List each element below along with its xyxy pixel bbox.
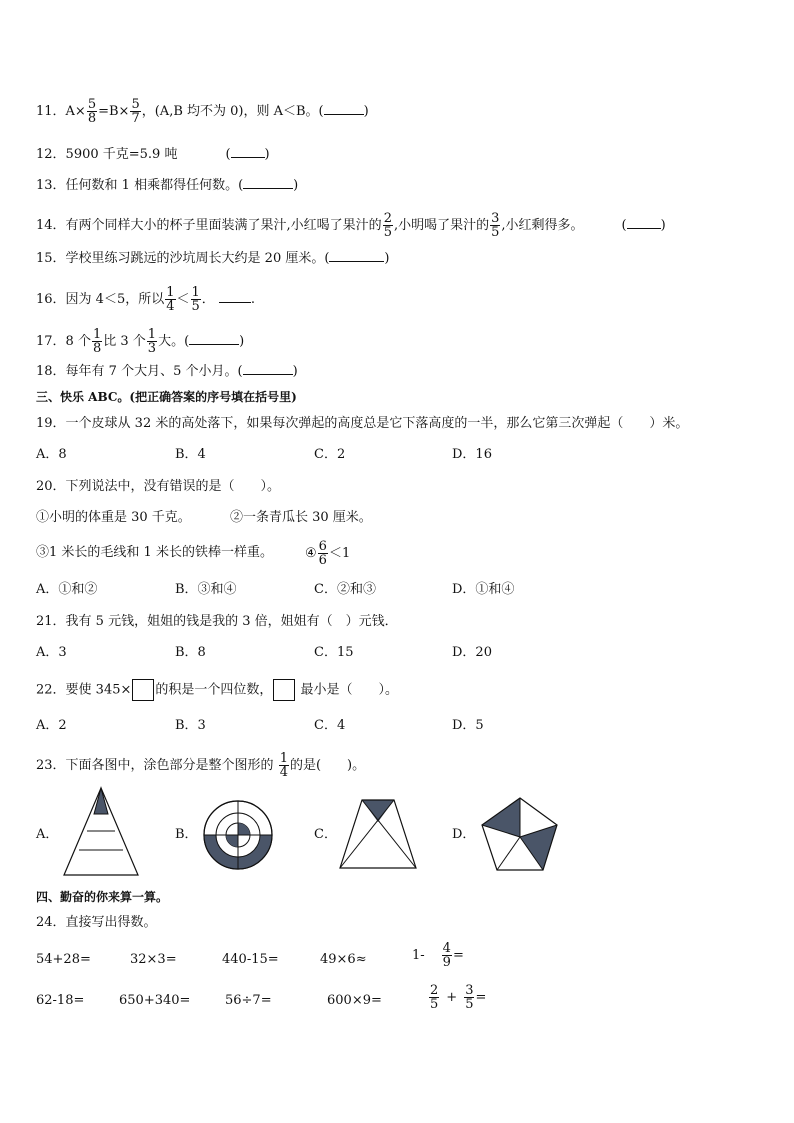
q19-option-b[interactable]: B．4 xyxy=(175,447,206,462)
question-18: 18．每年有 7 个大月、5 个小月。( ) xyxy=(36,364,298,379)
calc-item: 56÷7= xyxy=(225,993,272,1008)
answer-blank[interactable] xyxy=(231,145,265,158)
calc-item: 54+28= xyxy=(36,952,91,967)
q20-option-a[interactable]: A．①和② xyxy=(36,582,98,597)
fraction: $\frac{1}{8}$ xyxy=(92,327,102,356)
question-20: 20．下列说法中，没有错误的是（ ）。 xyxy=(36,479,281,494)
q19-option-a[interactable]: A．8 xyxy=(36,447,67,462)
answer-blank[interactable] xyxy=(219,290,251,303)
q20-statement-4: ④ $\frac{6}{6}$ ＜1 xyxy=(305,539,351,568)
fraction: $\frac{4}{9}$ xyxy=(442,941,451,970)
q19-option-d[interactable]: D．16 xyxy=(452,447,492,462)
fraction: $\frac{5}{8}$ xyxy=(87,97,97,126)
fraction: $\frac{1}{3}$ xyxy=(147,327,157,356)
q11-num: 11． xyxy=(36,104,66,119)
answer-blank[interactable] xyxy=(329,249,384,262)
question-23: 23．下面各图中，涂色部分是整个图形的 $\frac{1}{4}$ 的是( )。 xyxy=(36,751,366,780)
calc-item: 650+340= xyxy=(119,993,191,1008)
question-11: 11．A× $\frac{5}{8}$ =B× $\frac{5}{7}$ ，(A,B 均不为 0)，则 A＜B。( ) xyxy=(36,97,369,126)
question-19: 19．一个皮球从 32 米的高处落下，如果每次弹起的高度总是它下落高度的一半，那么它第三次弹起（ ）米。 xyxy=(36,416,689,431)
figure-a-triangle xyxy=(62,786,140,878)
answer-blank[interactable] xyxy=(627,216,661,229)
q21-option-c[interactable]: C．15 xyxy=(314,645,354,660)
q20-option-d[interactable]: D．①和④ xyxy=(452,582,515,597)
calc-item: 600×9= xyxy=(327,993,382,1008)
q21-option-b[interactable]: B．8 xyxy=(175,645,206,660)
question-21: 21．我有 5 元钱，姐姐的钱是我的 3 倍，姐姐有（ ）元钱． xyxy=(36,614,398,629)
fraction: $\frac{2}{5}$ xyxy=(383,211,392,240)
answer-blank[interactable] xyxy=(243,176,293,189)
fraction: $\frac{1}{4}$ xyxy=(279,751,288,780)
q20-option-c[interactable]: C．②和③ xyxy=(314,582,376,597)
section-3-heading: 三、快乐 ABC。(把正确答案的序号填在括号里) xyxy=(36,390,297,404)
q22-option-b[interactable]: B．3 xyxy=(175,718,206,733)
q23-option-d[interactable]: D． xyxy=(452,827,476,842)
answer-blank[interactable] xyxy=(324,102,364,115)
figure-b-circles xyxy=(201,798,275,872)
question-13: 13．任何数和 1 相乘都得任何数。( ) xyxy=(36,178,299,193)
q23-option-c[interactable]: C． xyxy=(314,827,337,842)
q22-option-c[interactable]: C．4 xyxy=(314,718,346,733)
figure-c-trapezoid xyxy=(338,798,418,872)
answer-blank[interactable] xyxy=(243,362,293,375)
q20-statement-1: ①小明的体重是 30 千克。 xyxy=(36,510,191,525)
fraction: $\frac{3}{5}$ xyxy=(491,211,500,240)
q20-statement-3: ③1 米长的毛线和 1 米长的铁棒一样重。 xyxy=(36,545,273,560)
question-17: 17．8 个 $\frac{1}{8}$ 比 3 个 $\frac{1}{3}$ 大。( ) xyxy=(36,327,245,356)
calc-item-fraction: 1- $\frac{4}{9}$ = xyxy=(412,941,464,970)
calc-item-fraction: $\frac{2}{5}$ + $\frac{3}{5}$ = xyxy=(430,983,487,1012)
question-22: 22．要使 345× 的积是一个四位数， 最小是（ ）。 xyxy=(36,679,398,701)
answer-blank[interactable] xyxy=(189,332,239,345)
question-16: 16．因为 4＜5，所以 $\frac{1}{4}$ ＜ $\frac{1}{5}$ ． . xyxy=(36,285,255,314)
fraction: $\frac{1}{5}$ xyxy=(191,285,200,314)
q21-option-d[interactable]: D．20 xyxy=(452,645,492,660)
calc-item: 32×3= xyxy=(130,952,177,967)
q19-option-c[interactable]: C．2 xyxy=(314,447,346,462)
question-14: 14．有两个同样大小的杯子里面装满了果汁,小红喝了果汁的 $\frac{2}{5}$ ,小明喝了果汁的 $\frac{3}{5}$ ,小红剩得多。 ( ) xyxy=(36,211,666,240)
section-4-heading: 四、勤奋的你来算一算。 xyxy=(36,890,169,904)
q20-option-b[interactable]: B．③和④ xyxy=(175,582,237,597)
q22-option-a[interactable]: A．2 xyxy=(36,718,67,733)
fraction: $\frac{3}{5}$ xyxy=(465,983,474,1012)
fraction: $\frac{2}{5}$ xyxy=(430,983,439,1012)
question-15: 15．学校里练习跳远的沙坑周长大约是 20 厘米。( ) xyxy=(36,251,390,266)
fraction: $\frac{6}{6}$ xyxy=(318,539,327,568)
q20-statement-2: ②一条青瓜长 30 厘米。 xyxy=(230,510,372,525)
q22-option-d[interactable]: D．5 xyxy=(452,718,484,733)
question-24: 24．直接写出得数。 xyxy=(36,915,157,930)
calc-item: 440-15= xyxy=(222,952,279,967)
blank-box[interactable] xyxy=(132,679,154,701)
fraction: $\frac{5}{7}$ xyxy=(131,97,140,126)
q21-option-a[interactable]: A．3 xyxy=(36,645,67,660)
question-12: 12．5900 千克=5.9 吨 ( ) xyxy=(36,147,270,162)
q23-option-b[interactable]: B． xyxy=(175,827,198,842)
blank-box[interactable] xyxy=(273,679,295,701)
figure-d-pentagon xyxy=(479,796,561,874)
q23-option-a[interactable]: A． xyxy=(36,827,59,842)
calc-item: 62-18= xyxy=(36,993,85,1008)
calc-item: 49×6≈ xyxy=(320,952,367,967)
fraction: $\frac{1}{4}$ xyxy=(166,285,175,314)
